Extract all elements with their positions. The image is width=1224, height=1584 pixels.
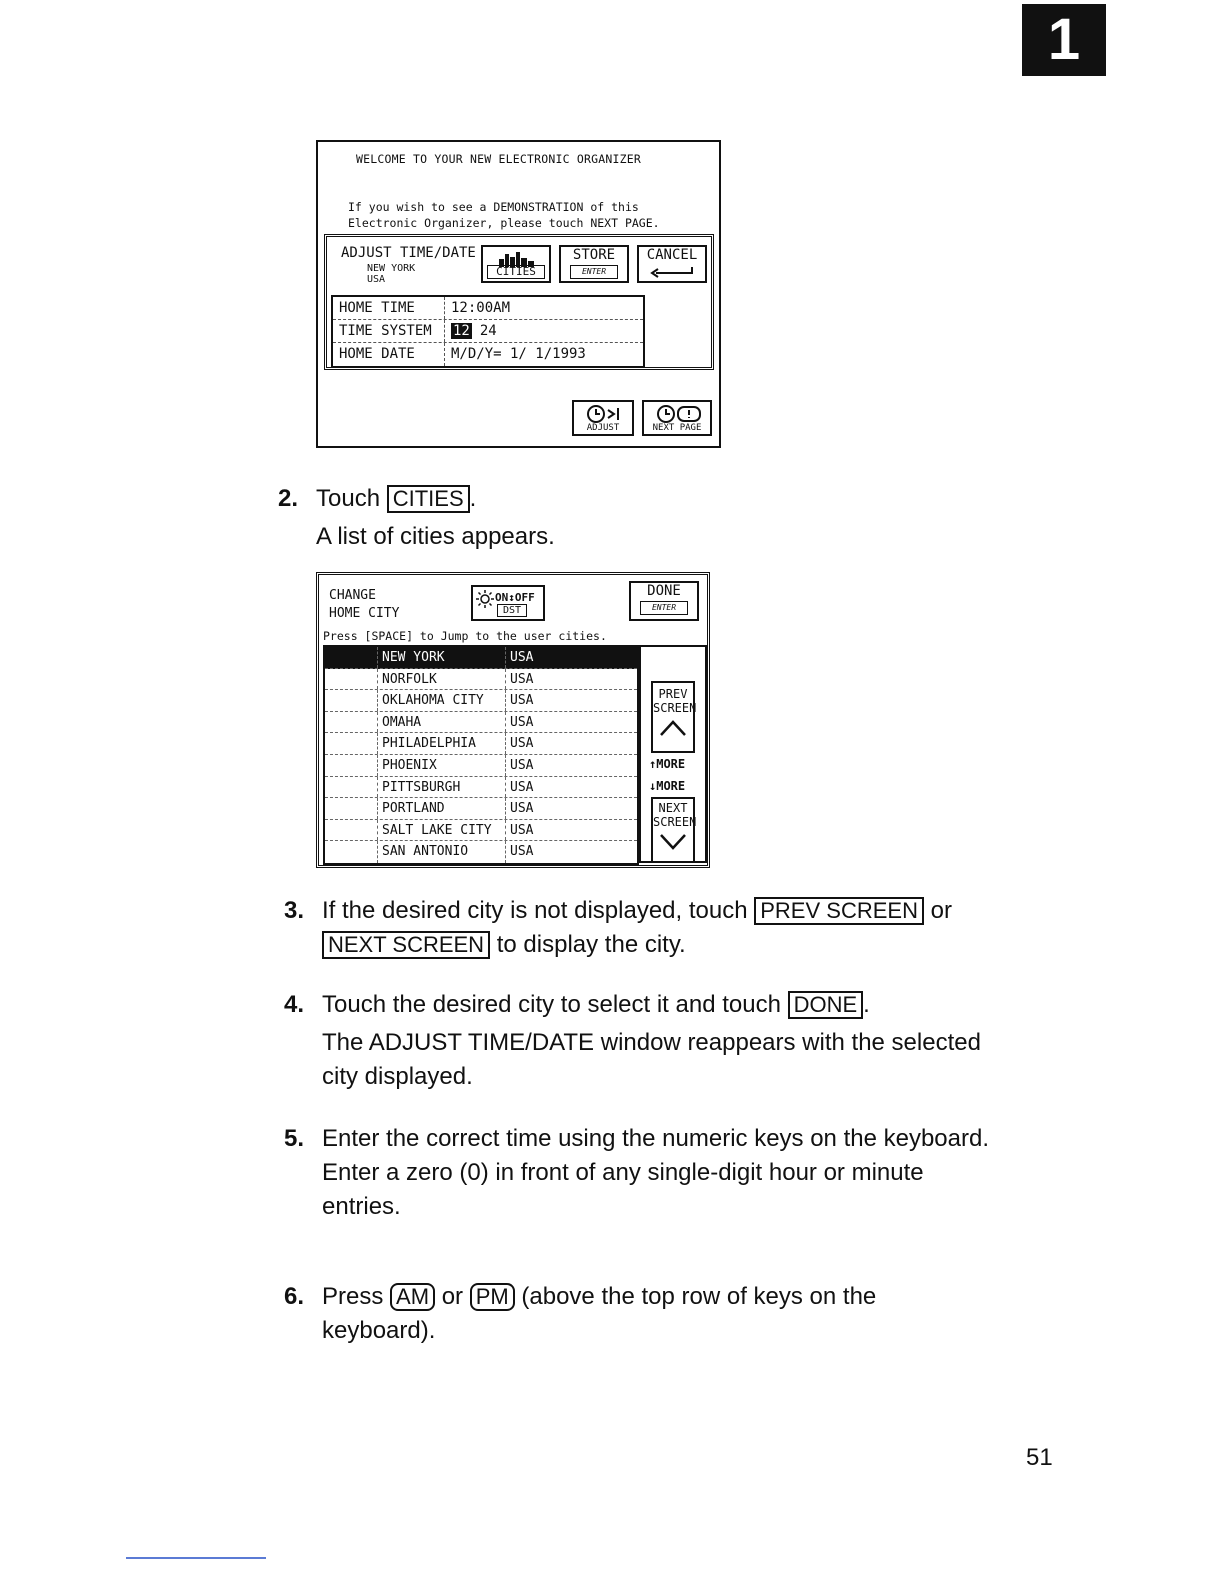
cancel-button[interactable] xyxy=(637,245,707,283)
city-row[interactable] xyxy=(325,647,637,669)
step-number: 2. xyxy=(278,485,299,512)
step-subtext: The ADJUST TIME/DATE window reappears with the selected city displayed. xyxy=(322,1029,981,1090)
step-number: 6. xyxy=(284,1283,305,1310)
prev-screen-button[interactable] xyxy=(651,681,695,753)
cities-key-reference: CITIES xyxy=(387,485,470,513)
step-text-a: If the desired city is not displayed, touch xyxy=(322,897,748,924)
next-screen-key-reference: NEXT SCREEN xyxy=(322,931,490,959)
city-country: USA xyxy=(505,669,533,690)
prev-screen-key-reference: PREV SCREEN xyxy=(754,897,924,925)
footer-rule xyxy=(126,1557,266,1559)
next-screen-button[interactable] xyxy=(651,797,695,863)
city-row[interactable] xyxy=(325,712,637,734)
home-date-row[interactable] xyxy=(333,343,643,366)
step-end: . xyxy=(863,991,870,1018)
step-text-a: Press xyxy=(322,1283,384,1310)
city-row[interactable] xyxy=(325,690,637,712)
step-subtext: Enter a zero (0) in front of any single-digit hour or minute entries. xyxy=(322,1159,924,1220)
clock-adjust-icon xyxy=(584,404,624,424)
chapter-tab: 1 xyxy=(1022,4,1106,76)
adjust-button[interactable] xyxy=(572,400,634,436)
welcome-screen xyxy=(316,140,721,448)
city-row[interactable] xyxy=(325,820,637,842)
city-country: USA xyxy=(505,690,533,711)
prev-label-2: SCREEN xyxy=(653,701,697,715)
step-text-b: or xyxy=(930,897,952,924)
time-settings-table xyxy=(331,295,645,368)
cancel-label: CANCEL xyxy=(646,247,698,263)
city-row[interactable] xyxy=(325,669,637,691)
city-country: USA xyxy=(505,755,533,776)
city-country: USA xyxy=(505,798,533,819)
city-name: PHILADELPHIA xyxy=(377,733,505,754)
step-5 xyxy=(284,1122,1004,1224)
city-name: NEW YORK xyxy=(377,647,505,668)
store-label: STORE xyxy=(572,247,616,263)
city-country: USA xyxy=(505,647,533,668)
clock-next-icon xyxy=(654,404,704,424)
return-arrow-icon xyxy=(648,265,696,279)
step-number: 4. xyxy=(284,991,305,1018)
adjust-label: ADJUST xyxy=(586,423,620,433)
dst-toggle-button[interactable] xyxy=(471,585,545,621)
time-system-12-option[interactable]: 12 xyxy=(453,323,470,339)
city-row[interactable] xyxy=(325,733,637,755)
city-country: USA xyxy=(505,841,533,863)
city-name: OMAHA xyxy=(377,712,505,733)
step-subtext: A list of cities appears. xyxy=(316,523,555,550)
on-off-label: ON↕OFF xyxy=(495,591,535,604)
next-label-2: SCREEN xyxy=(653,815,697,829)
city-row[interactable] xyxy=(325,777,637,799)
time-system-label: TIME SYSTEM xyxy=(333,320,445,342)
change-home-city-screen xyxy=(316,572,710,868)
city-name: PHOENIX xyxy=(377,755,505,776)
demo-prompt-line-1: If you wish to see a DEMONSTRATION of this xyxy=(348,200,639,214)
chevron-up-icon xyxy=(658,719,688,737)
home-date-value: M/D/Y= 1/ 1/1993 xyxy=(451,346,586,362)
page-number: 51 xyxy=(1026,1444,1053,1471)
change-label: CHANGE xyxy=(329,588,376,603)
chevron-down-icon xyxy=(658,833,688,851)
cities-label: CITIES xyxy=(487,265,545,279)
next-label-1: NEXT xyxy=(658,801,688,815)
welcome-heading: WELCOME TO YOUR NEW ELECTRONIC ORGANIZER xyxy=(356,152,641,166)
dst-label: DST xyxy=(497,604,527,617)
current-city xyxy=(367,263,415,285)
enter-key-icon: ENTER xyxy=(570,265,618,279)
cities-button[interactable] xyxy=(481,245,551,283)
step-end: . xyxy=(469,485,477,512)
time-system-24-option[interactable]: 24 xyxy=(479,323,497,339)
screen-title xyxy=(329,587,399,623)
home-time-value: 12:00AM xyxy=(451,300,511,316)
scroll-panel xyxy=(639,645,707,863)
next-page-label: NEXT PAGE xyxy=(652,423,702,433)
more-down-indicator: ↓MORE xyxy=(649,779,686,793)
city-row[interactable] xyxy=(325,841,637,863)
city-list xyxy=(323,645,639,865)
city-row[interactable] xyxy=(325,798,637,820)
step-text-c: (above the top row of keys on the keyboard). xyxy=(322,1283,877,1344)
step-text-a: Touch the desired city to select it and touch xyxy=(322,991,781,1018)
enter-key-icon: ENTER xyxy=(640,601,688,615)
pm-key-reference: PM xyxy=(470,1283,515,1311)
city-name: PORTLAND xyxy=(377,798,505,819)
demo-prompt-line-2: Electronic Organizer, please touch NEXT PAGE. xyxy=(348,216,660,230)
am-key-reference: AM xyxy=(390,1283,435,1311)
prev-label-1: PREV xyxy=(658,687,688,701)
sun-icon xyxy=(476,590,494,608)
city-name: OKLAHOMA CITY xyxy=(377,690,505,711)
city-country: USA xyxy=(505,777,533,798)
city-name: SAN ANTONIO xyxy=(377,841,505,863)
more-up-indicator: ↑MORE xyxy=(649,757,686,771)
step-text-a: Enter the correct time using the numeric keys on the keyboard. xyxy=(322,1125,989,1152)
store-button[interactable] xyxy=(559,245,629,283)
done-button[interactable] xyxy=(629,581,699,621)
time-system-value xyxy=(445,320,497,342)
done-label: DONE xyxy=(647,583,681,599)
city-country: USA xyxy=(367,274,386,285)
home-city-label: HOME CITY xyxy=(329,606,400,621)
home-date-label: HOME DATE xyxy=(333,343,445,366)
home-time-label: HOME TIME xyxy=(333,297,445,319)
step-text-b: or xyxy=(441,1283,464,1310)
next-page-button[interactable] xyxy=(642,400,712,436)
city-name: NEW YORK xyxy=(367,263,416,274)
time-system-row[interactable] xyxy=(333,320,643,343)
step-6 xyxy=(284,1280,984,1348)
city-row[interactable] xyxy=(325,755,637,777)
step-4 xyxy=(284,988,984,1094)
city-country: USA xyxy=(505,712,533,733)
step-text: Touch xyxy=(316,485,381,512)
city-name: SALT LAKE CITY xyxy=(377,820,505,841)
adjust-time-date-window xyxy=(324,234,714,370)
city-country: USA xyxy=(505,820,533,841)
step-number: 5. xyxy=(284,1125,305,1152)
space-jump-hint: Press [SPACE] to Jump to the user cities. xyxy=(323,629,607,643)
window-title: ADJUST TIME/DATE xyxy=(341,245,476,261)
step-text-c: to display the city. xyxy=(496,931,686,958)
step-3 xyxy=(284,894,1004,962)
done-key-reference: DONE xyxy=(788,991,864,1019)
home-time-row[interactable] xyxy=(333,297,643,320)
city-name: PITTSBURGH xyxy=(377,777,505,798)
step-2 xyxy=(278,482,978,554)
city-name: NORFOLK xyxy=(377,669,505,690)
city-country: USA xyxy=(505,733,533,754)
step-number: 3. xyxy=(284,897,305,924)
